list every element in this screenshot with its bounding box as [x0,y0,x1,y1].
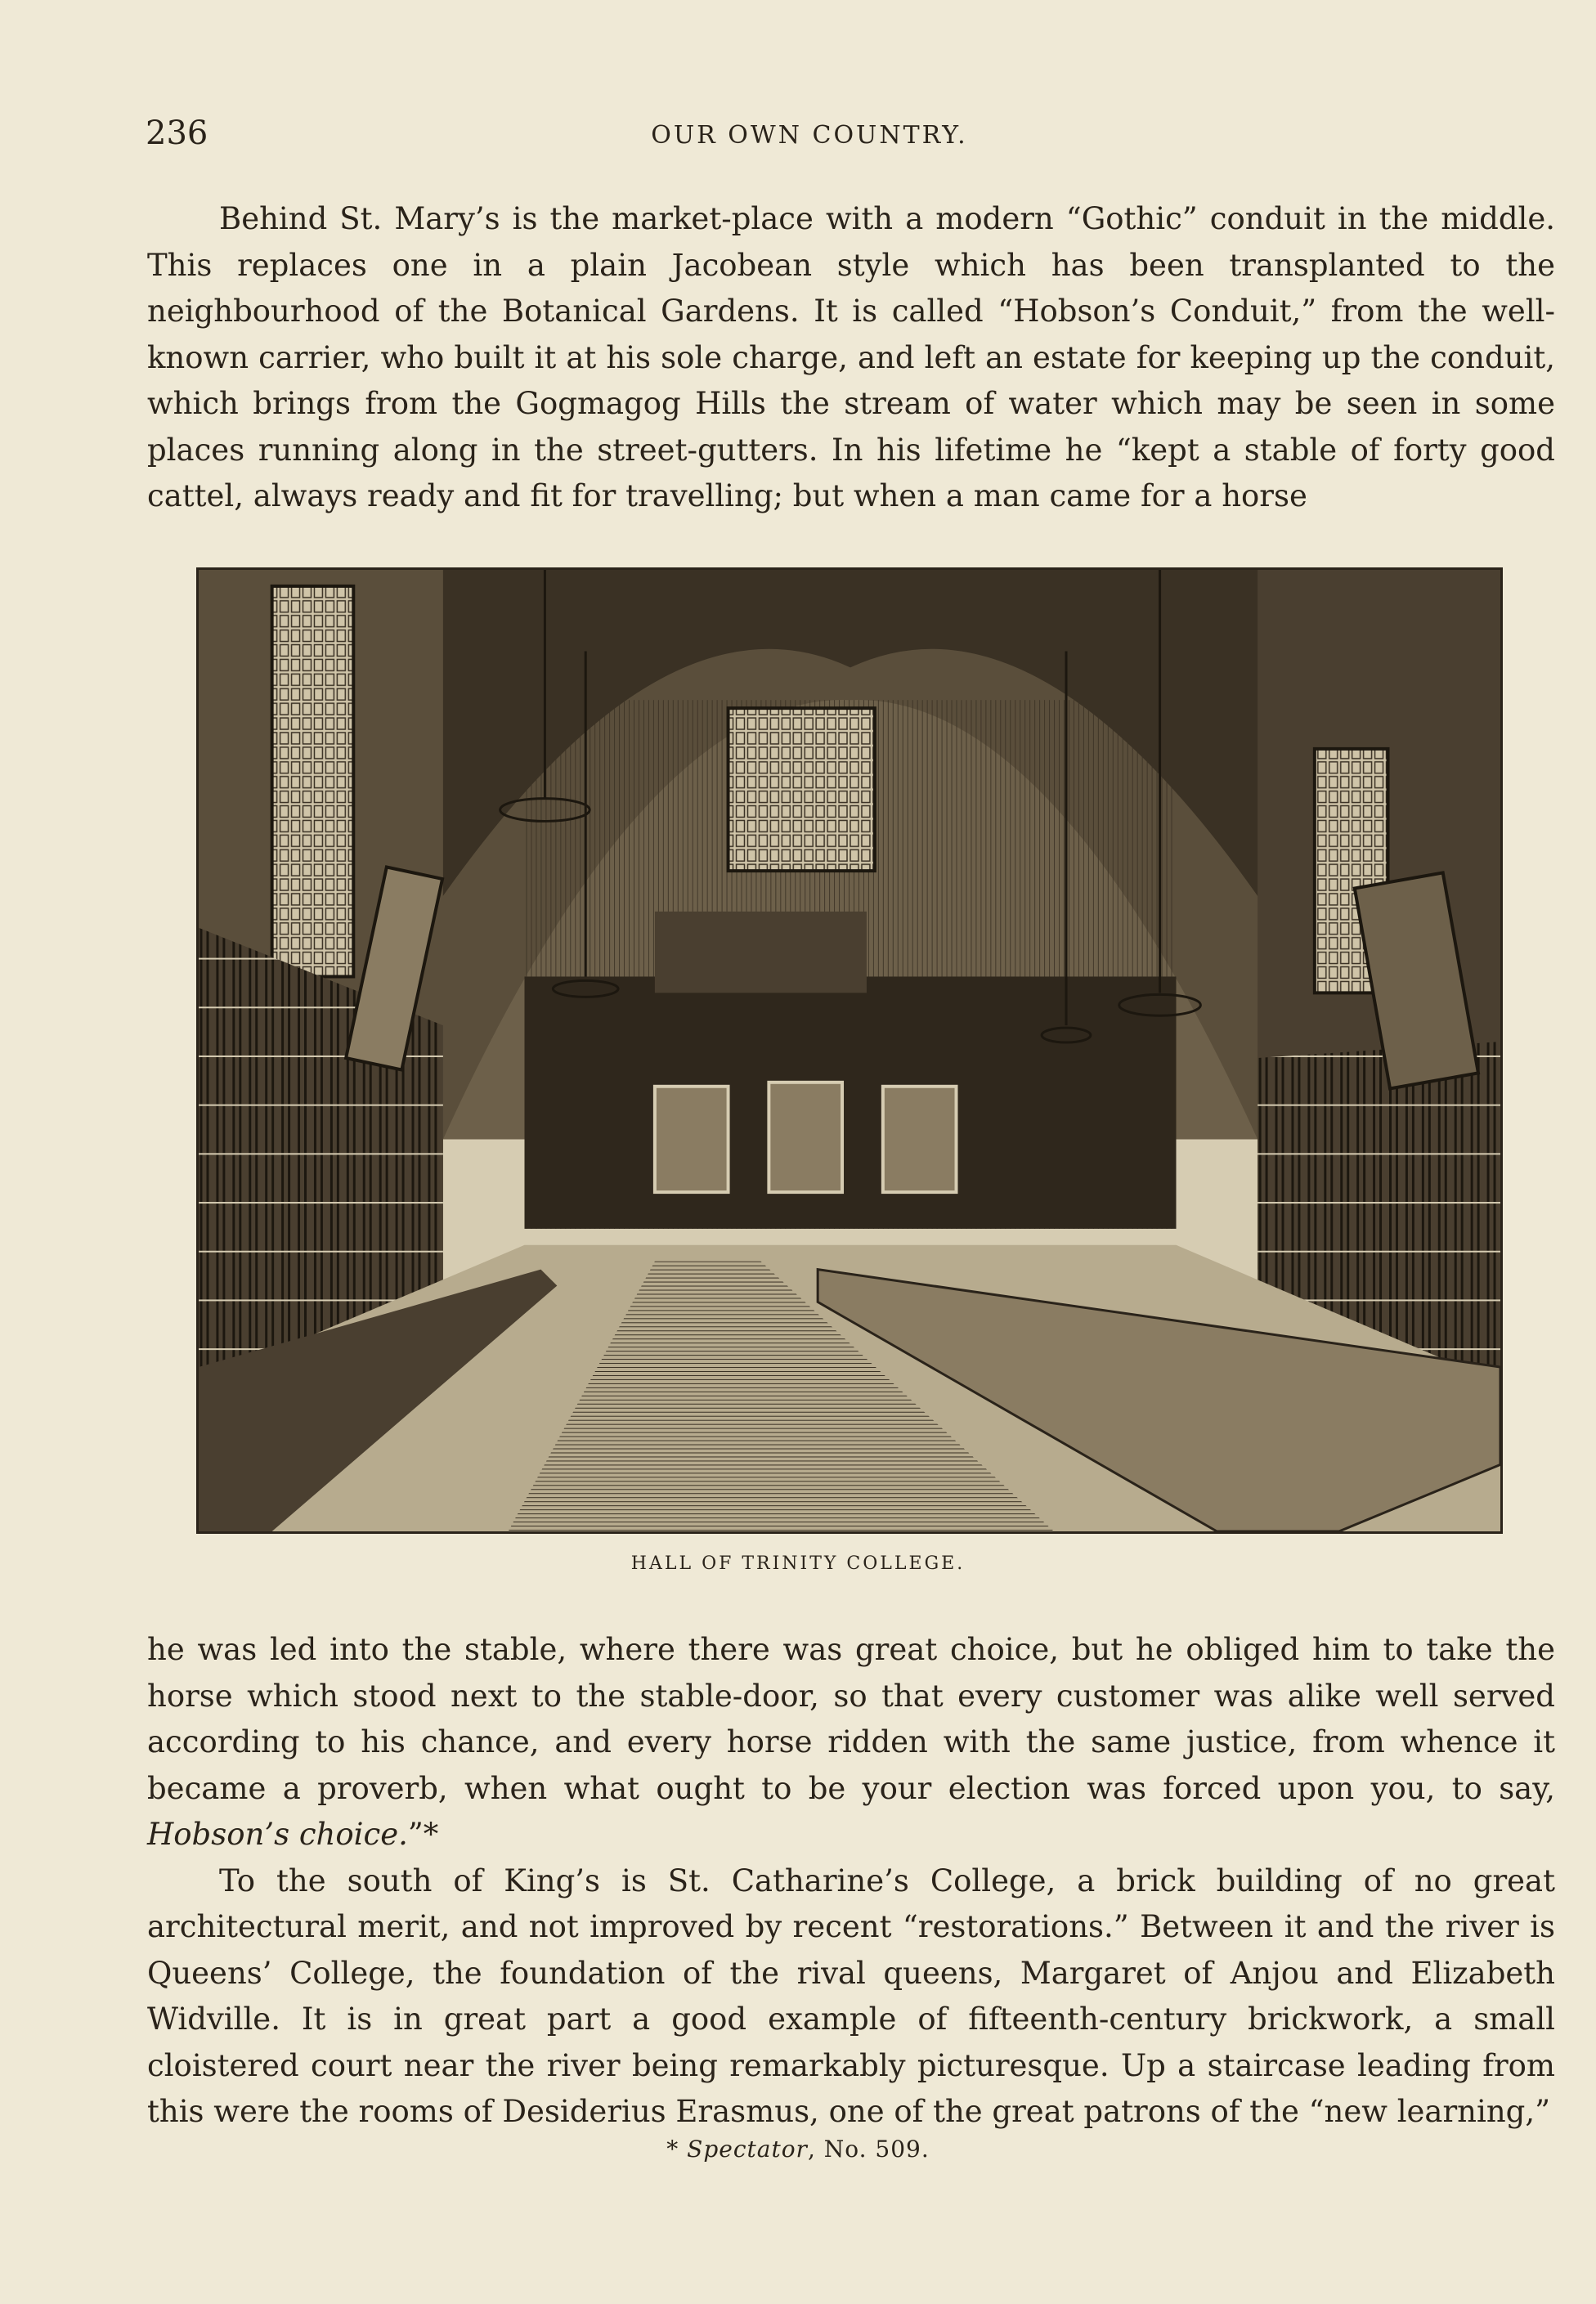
portrait-right [883,1087,957,1192]
portrait-center [769,1083,842,1192]
portrait-left [655,1087,729,1192]
body-text-bottom [147,1627,1555,2136]
footnote-italic: Spectator [687,2136,808,2163]
page-number: 236 [146,114,208,152]
footnote-marker: * [666,2136,688,2163]
hall-engraving-drawing [199,570,1500,1531]
paragraph-hobsons-conduit: Behind St. Mary’s is the market-place with a modern “Gothic” conduit in the middle. This replaces one in a plain Jacobean style which has been transplanted to the neighbourhood of the Botanical Gardens. It is called “Hobson’s Conduit,” from the well-known carrier, who built it at his sole charge, and left an estate for keeping up the conduit, which brings from the Gogmagog Hills the stream of water which may be seen in some places running along in the street-gutters. In his lifetime he “kept a stable of forty good cattel, always ready and fit for travelling; but when a man came for a horse [147,201,1555,513]
paragraph-queens-college: To the south of King’s is St. Catharine’s College, a brick building of no great architectural merit, and not improved by recent “restorations.” Between it and the river is Queens’ College, the foundation of the rival queens, Margaret of Anjou and Elizabeth Widville. It is in great part a good example of fifteenth-century brickwork, a small cloistered court near the river being remarkably picturesque. Up a staircase leading from this were the rooms of Desiderius Erasmus, one of the great patrons of the “new learning,” [147,1862,1555,2129]
page-header [146,114,1473,155]
body-text-top [147,196,1555,520]
left-window [272,586,354,977]
footnote [0,2136,1596,2163]
running-title: OUR OWN COUNTRY. [651,121,968,150]
footnote-rest: , No. 509. [807,2136,930,2163]
royal-arms [655,912,867,993]
footnote-reference: ”* [407,1817,439,1852]
paragraph-hobsons-choice-text: he was led into the stable, where there was great choice, but he obliged him to take the horse which stood next to the stable-door, so that every customer was alike well served according to his chance, and every horse ridden with the same justice, from whence it became a proverb, when what ought to be your election was forced upon you, to say, [147,1632,1555,1806]
hobsons-choice-italic: Hobson’s choice. [147,1817,408,1852]
carved-screen [524,976,1176,1228]
illustration-caption: HALL OF TRINITY COLLEGE. [630,1553,966,1574]
end-window [729,708,875,871]
hall-engraving [196,567,1503,1534]
paragraph-hobsons-choice [147,1627,1555,1858]
